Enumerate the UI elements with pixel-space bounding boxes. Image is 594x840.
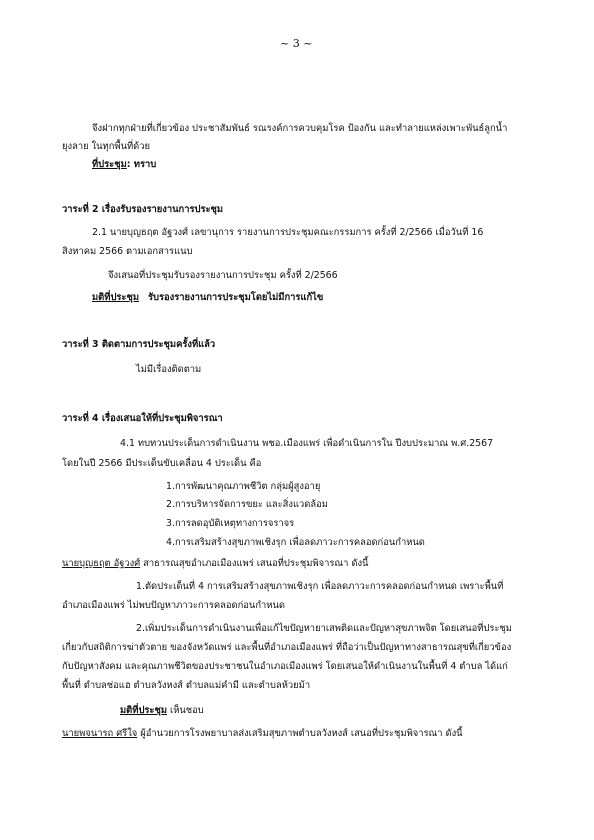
point-2-line-4: พื้นที่ ตำบลช่อแฮ ตำบลวังหงส์ ตำบลแม่คำมี และตำบลห้วยม้า [62,680,311,691]
resolution-1-label: ที่ประชุม [92,159,127,170]
issue-item-4: 4.การเสริมสร้างสุขภาพเชิงรุก เพื่อลดภาวะการคลอดก่อนกำหนด [166,537,425,548]
page-number: ~ 3 ~ [280,37,313,50]
point-2-line-1: 2.เพิ่มประเด็นการดำเนินงานเพื่อแก้ไขปัญหายาเสพติดและปัญหาสุขภาพจิต โดยเสนอที่ประชุม [136,623,512,634]
issue-item-2: 2.การบริหารจัดการขยะ และสิ่งแวดล้อม [166,499,328,510]
point-2-line-2: เกี่ยวกับสถิติการฆ่าตัวตาย ของจังหวัดแพร่ และพื้นที่อำเภอเมืองแพร่ ที่ถือว่าเป็นปัญหาทางสาธารณสุขที่เกี่ยวข้อง [62,642,512,653]
intro-line-2: ยุงลาย ในทุกพื้นที่ด้วย [62,141,151,152]
agenda-4-resolution-label: มติที่ประชุม [120,705,168,716]
agenda-2-resolution [92,292,323,304]
agenda-3-heading: วาระที่ 3 ติดตามการประชุมครั้งที่แล้ว [62,339,216,350]
agenda-4-resolution-text: เห็นชอบ [170,705,204,716]
agenda-4-heading: วาระที่ 4 เรื่องเสนอให้ที่ประชุมพิจารณา [62,413,223,424]
presenter-2-name: นายพจนารถ ศรีใจ [62,728,138,739]
issue-item-3: 3.การลดอุบัติเหตุทางการจราจร [166,518,295,529]
agenda-2-resolution-label: มติที่ประชุม [92,292,140,303]
resolution-1-text: : ทราบ [126,159,157,170]
intro-line-1: จึงฝากทุกฝ่ายที่เกี่ยวข้อง ประชาสัมพันธ์ รณรงค์การควบคุมโรค ป้องกัน และทำลายแหล่งเพาะพันธ์ลูกน้ำ [92,123,508,134]
agenda-2-p2: จึงเสนอที่ประชุมรับรองรายงานการประชุม ครั้งที่ 2/2566 [108,270,338,281]
presenter-1-name: นายบุญธฤต อัฐวงศ์ [62,558,141,569]
agenda-2-heading: วาระที่ 2 เรื่องรับรองรายงานการประชุม [62,204,224,215]
agenda-2-p1-line-2: สิงหาคม 2566 ตามเอกสารแนบ [62,246,193,257]
resolution-1 [92,159,156,171]
agenda-2-resolution-text: รับรองรายงานการประชุมโดยไม่มีการแก้ไข [147,292,324,303]
point-1-line-1: 1.ตัดประเด็นที่ 4 การเสริมสร้างสุขภาพเชิงรุก เพื่อลดภาวะการคลอดก่อนกำหนด เพราะพื้นที่ [136,581,504,592]
presenter-2 [62,728,463,740]
point-1-line-2: อำเภอเมืองแพร่ ไม่พบปัญหาภาวะการคลอดก่อนกำหนด [62,600,285,611]
agenda-4-p1-line-1: 4.1 ทบทวนประเด็นการดำเนินงาน พชอ.เมืองแพร่ เพื่อดำเนินการใน ปีงบประมาณ พ.ศ.2567 [120,438,494,449]
issue-item-1: 1.การพัฒนาคุณภาพชีวิต กลุ่มผู้สูงอายุ [166,481,321,492]
presenter-1 [62,558,368,570]
presenter-1-text: สาธารณสุขอำเภอเมืองแพร่ เสนอที่ประชุมพิจารณา ดังนี้ [143,558,369,569]
agenda-3-text: ไม่มีเรื่องติดตาม [136,364,202,375]
agenda-4-resolution [120,705,204,717]
presenter-2-text: ผู้อำนวยการโรงพยาบาลส่งเสริมสุขภาพตำบลวังหงส์ เสนอที่ประชุมพิจารณา ดังนี้ [140,728,463,739]
agenda-2-p1-line-1: 2.1 นายบุญธฤต อัฐวงศ์ เลขานุการ รายงานการประชุมคณะกรรมการ ครั้งที่ 2/2566 เมื่อวันที่ 16 [92,227,484,238]
point-2-line-3: กับปัญหาสังคม และคุณภาพชีวิตของประชาชนในอำเภอเมืองแพร่ โดยเสนอให้ดำเนินงานในพื้นที่ 4 ตำบล ได้แก่ [62,661,508,672]
agenda-4-p1-line-2: โดยในปี 2566 มีประเด็นขับเคลื่อน 4 ประเด็น คือ [62,458,262,469]
